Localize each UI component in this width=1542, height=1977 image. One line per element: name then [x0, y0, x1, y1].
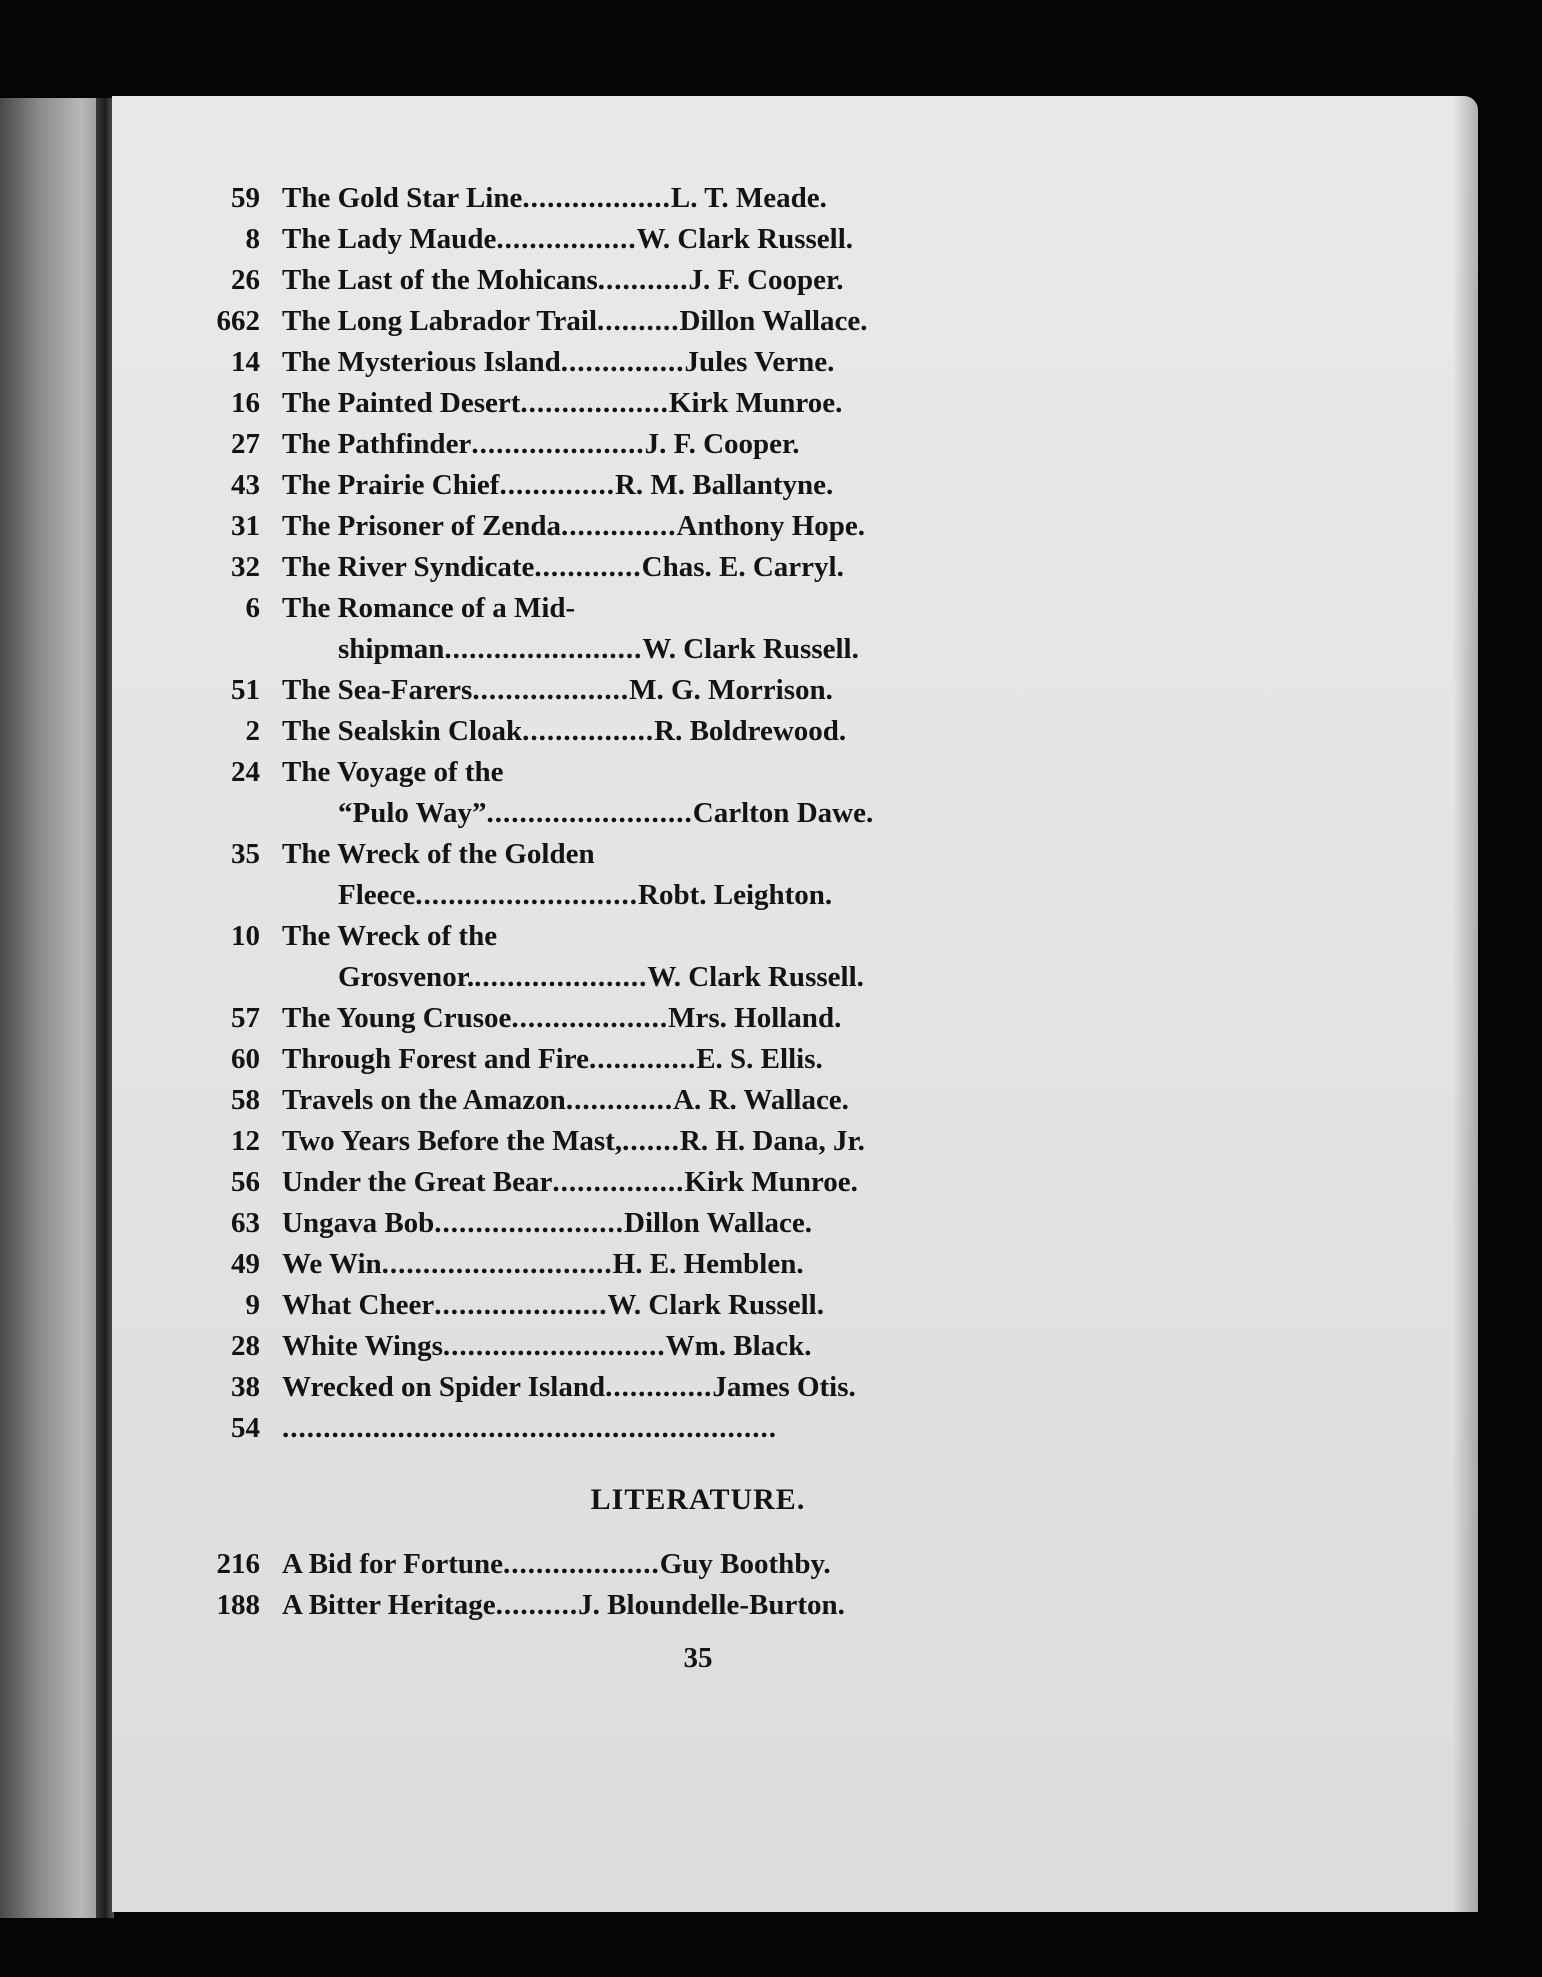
catalogue-entry — [188, 588, 1208, 629]
catalogue-entry — [188, 383, 1208, 424]
catalogue-entry — [188, 301, 1208, 342]
leader-dots: ....... — [622, 1125, 680, 1157]
leader-dots: ................. — [496, 223, 637, 255]
entry-number: 58 — [231, 1084, 260, 1116]
entry-title: Grosvenor. — [338, 961, 475, 993]
entry-author: Chas. E. Carryl. — [641, 551, 844, 583]
entry-number: 54 — [231, 1412, 260, 1444]
leader-dots: ..................... — [471, 428, 645, 460]
leader-dots: .......... — [495, 1589, 579, 1621]
entry-number: 24 — [231, 756, 260, 788]
catalogue-entry — [188, 1080, 1208, 1121]
entry-title: Ungava Bob — [282, 1207, 435, 1239]
catalogue-entry — [188, 1585, 1208, 1626]
entry-author: Carlton Dawe. — [692, 797, 874, 829]
entry-author: Kirk Munroe. — [684, 1166, 858, 1198]
leader-dots: ................... — [472, 674, 630, 706]
entry-title: Travels on the Amazon — [282, 1084, 566, 1116]
catalogue-entry — [188, 424, 1208, 465]
leader-dots: ..................... — [474, 961, 648, 993]
section-heading-literature: LITERATURE. — [590, 1483, 806, 1516]
entry-number: 188 — [216, 1589, 260, 1621]
entry-title: The Voyage of the — [282, 756, 504, 788]
entry-number: 51 — [231, 674, 260, 706]
entry-author: W. Clark Russell. — [647, 961, 864, 993]
entry-number: 57 — [231, 1002, 260, 1034]
entry-author: Mrs. Holland. — [668, 1002, 842, 1034]
leader-dots: ................ — [522, 715, 655, 747]
entry-number: 28 — [231, 1330, 260, 1362]
leader-dots: .................. — [522, 182, 671, 214]
entry-title: The Wreck of the — [282, 920, 498, 952]
entry-author: Dillon Wallace. — [624, 1207, 813, 1239]
entry-number: 35 — [231, 838, 260, 870]
leader-dots: .......... — [597, 305, 680, 337]
entry-author: R. H. Dana, Jr. — [679, 1125, 865, 1157]
entry-author: James Otis. — [712, 1371, 856, 1403]
entry-number: 2 — [245, 715, 260, 747]
entry-number: 31 — [231, 510, 260, 542]
entry-author: R. M. Ballantyne. — [614, 469, 834, 501]
entry-title: We Win — [282, 1248, 382, 1280]
entry-title: Through Forest and Fire — [282, 1043, 589, 1075]
catalogue-entry — [188, 875, 1208, 916]
catalogue-entry — [188, 465, 1208, 506]
leader-dots: .............. — [499, 469, 615, 501]
catalogue-entry — [188, 793, 1208, 834]
entry-author: J. F. Cooper. — [688, 264, 844, 296]
entry-title: A Bitter Heritage — [282, 1589, 496, 1621]
entry-title: The Long Labrador Trail — [282, 305, 598, 337]
leader-dots: .............. — [561, 510, 677, 542]
catalogue-entry — [188, 711, 1208, 752]
entry-author: Robt. Leighton. — [638, 879, 833, 911]
entry-author: Kirk Munroe. — [668, 387, 843, 419]
entry-title: Under the Great Bear — [282, 1166, 553, 1198]
catalogue-entry — [188, 1285, 1208, 1326]
entry-title: The Lady Maude — [282, 223, 497, 255]
catalogue-entry — [188, 1121, 1208, 1162]
leader-dots: ......................... — [486, 797, 693, 829]
leader-dots: ....................... — [434, 1207, 625, 1239]
entry-title: The Young Crusoe — [282, 1002, 512, 1034]
catalogue-list — [188, 178, 1208, 1449]
entry-number: 9 — [245, 1289, 260, 1321]
entry-author: J. F. Cooper. — [644, 428, 800, 460]
entry-author: J. Bloundelle-Burton. — [578, 1589, 845, 1621]
entry-title: “Pulo Way” — [338, 797, 487, 829]
leader-dots: ........................... — [415, 879, 639, 911]
entry-author: Dillon Wallace. — [679, 305, 868, 337]
entry-title: The Pathfinder — [282, 428, 472, 460]
entry-author: Jules Verne. — [684, 346, 835, 378]
leader-dots: ..................... — [434, 1289, 608, 1321]
entry-author: Wm. Black. — [665, 1330, 812, 1362]
catalogue-entry — [188, 1408, 1208, 1449]
catalogue-entry — [188, 834, 1208, 875]
entry-number: 216 — [216, 1548, 260, 1580]
entry-title: The Mysterious Island — [282, 346, 561, 378]
entry-number: 10 — [231, 920, 260, 952]
catalogue-entry — [188, 1326, 1208, 1367]
leader-dots: ........................ — [444, 633, 643, 665]
entry-title: The Prisoner of Zenda — [282, 510, 561, 542]
entry-title: Fleece — [338, 879, 416, 911]
catalogue-entry — [188, 506, 1208, 547]
leader-dots: ............. — [565, 1084, 674, 1116]
entry-title: Wrecked on Spider Island — [282, 1371, 606, 1403]
entry-author: L. T. Meade. — [670, 182, 827, 214]
leader-dots: ................... — [503, 1548, 660, 1580]
catalogue-entry — [188, 260, 1208, 301]
catalogue-entry — [188, 670, 1208, 711]
leader-dots: ........... — [597, 264, 689, 296]
entry-author: R. Boldrewood. — [654, 715, 847, 747]
catalogue-entry — [188, 547, 1208, 588]
entry-author: W. Clark Russell. — [607, 1289, 824, 1321]
catalogue-content — [188, 178, 1208, 1679]
entry-number: 662 — [216, 305, 260, 337]
catalogue-entry — [188, 957, 1208, 998]
leader-dots: .................. — [520, 387, 669, 419]
entry-title: The Romance of a Mid- — [282, 592, 576, 624]
leader-dots: ............. — [605, 1371, 713, 1403]
entry-title: The Wreck of the Golden — [282, 838, 595, 870]
entry-title: shipman — [338, 633, 445, 665]
literature-list — [188, 1544, 1208, 1626]
entry-title: White Wings — [282, 1330, 443, 1362]
entry-title: What Cheer — [282, 1289, 435, 1321]
catalogue-entry — [188, 998, 1208, 1039]
catalogue-entry — [188, 1544, 1208, 1585]
entry-author: Guy Boothby. — [659, 1548, 831, 1580]
entry-number: 59 — [231, 182, 260, 214]
catalogue-entry — [188, 1244, 1208, 1285]
leader-dots: ............................................................ — [282, 1412, 777, 1444]
entry-title: Two Years Before the Mast, — [282, 1125, 623, 1157]
entry-number: 8 — [245, 223, 260, 255]
catalogue-entry — [188, 342, 1208, 383]
leader-dots: ................... — [511, 1002, 669, 1034]
entry-title: The Prairie Chief — [282, 469, 500, 501]
leader-dots: ............................ — [381, 1248, 613, 1280]
catalogue-entry — [188, 1039, 1208, 1080]
catalogue-entry — [188, 916, 1208, 957]
leader-dots: ............. — [534, 551, 642, 583]
entry-number: 16 — [231, 387, 260, 419]
entry-number: 6 — [245, 592, 260, 624]
entry-title: The River Syndicate — [282, 551, 535, 583]
entry-number: 49 — [231, 1248, 260, 1280]
entry-number: 14 — [231, 346, 260, 378]
entry-author: M. G. Morrison. — [629, 674, 833, 706]
entry-number: 12 — [231, 1125, 260, 1157]
catalogue-entry — [188, 1367, 1208, 1408]
entry-author: E. S. Ellis. — [696, 1043, 823, 1075]
entry-title: The Painted Desert — [282, 387, 521, 419]
leader-dots: ........................... — [442, 1330, 666, 1362]
entry-title: The Sealskin Cloak — [282, 715, 523, 747]
entry-author: W. Clark Russell. — [636, 223, 854, 255]
entry-title: The Sea-Farers — [282, 674, 473, 706]
catalogue-entry — [188, 629, 1208, 670]
entry-number: 38 — [231, 1371, 260, 1403]
entry-number: 56 — [231, 1166, 260, 1198]
entry-title: A Bid for Fortune — [282, 1548, 503, 1580]
entry-title: The Last of the Mohicans — [282, 264, 598, 296]
catalogue-entry — [188, 178, 1208, 219]
entry-number: 60 — [231, 1043, 260, 1075]
entry-author: Anthony Hope. — [676, 510, 866, 542]
leader-dots: ................ — [552, 1166, 685, 1198]
leader-dots: ............... — [560, 346, 685, 378]
entry-author: W. Clark Russell. — [642, 633, 859, 665]
entry-number: 32 — [231, 551, 260, 583]
entry-number: 27 — [231, 428, 260, 460]
catalogue-entry — [188, 752, 1208, 793]
catalogue-entry — [188, 219, 1208, 260]
entry-author: A. R. Wallace. — [673, 1084, 849, 1116]
catalogue-entry — [188, 1162, 1208, 1203]
entry-number: 26 — [231, 264, 260, 296]
facing-page-edge — [0, 98, 102, 1918]
leader-dots: ............. — [588, 1043, 697, 1075]
entry-number: 43 — [231, 469, 260, 501]
page-shadow-edge — [1452, 96, 1478, 1912]
entry-author: H. E. Hemblen. — [612, 1248, 804, 1280]
page-number: 35 — [683, 1642, 713, 1674]
entry-title: The Gold Star Line — [282, 182, 523, 214]
catalogue-entry — [188, 1203, 1208, 1244]
entry-number: 63 — [231, 1207, 260, 1239]
